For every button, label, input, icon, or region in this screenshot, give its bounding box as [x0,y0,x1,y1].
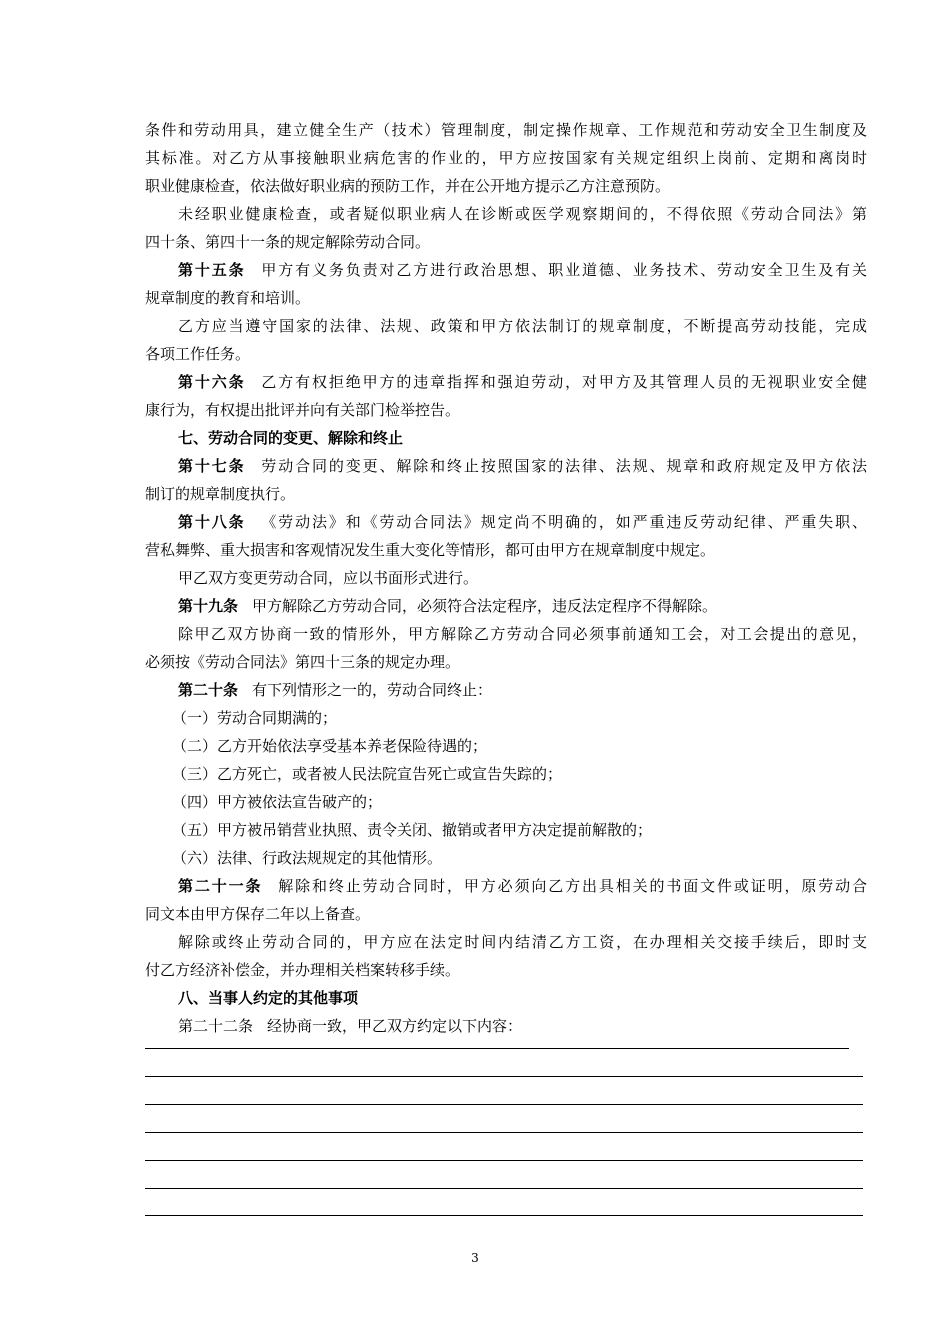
text-line: 营私舞弊、重大损害和客观情况发生重大变化等情形，都可由甲方在规章制度中规定。 [145,541,716,559]
article-21 [178,872,867,900]
text-line: 付乙方经济补偿金，并办理相关档案转移手续。 [145,961,461,979]
text-line: 必须按《劳动合同法》第四十三条的规定办理。 [145,653,461,671]
text-line: 职业健康检查，依法做好职业病的预防工作，并在公开地方提示乙方注意预防。 [145,177,671,195]
blank-line [145,1215,863,1216]
article-text: 甲方解除乙方劳动合同，必须符合法定程序，违反法定程序不得解除。 [252,597,718,615]
article-label: 第十八条 [178,513,246,531]
page-number: 3 [471,1251,479,1265]
article-label: 第二十二条 [178,1017,254,1035]
article-18 [178,508,867,536]
article-label: 第二十一条 [178,877,263,895]
text-line: 各项工作任务。 [145,345,251,363]
article-20 [178,676,867,704]
text-line: 条件和劳动用具，建立健全生产（技术）管理制度，制定操作规章、工作规范和劳动安全卫生制度及 [145,121,867,139]
text-line: 乙方应当遵守国家的法律、法规、政策和甲方依法制订的规章制度，不断提高劳动技能，完成 [178,317,867,335]
article-label: 第十七条 [178,457,246,475]
list-item: （三）乙方死亡，或者被人民法院宣告死亡或宣告失踪的； [172,765,563,783]
article-label: 第二十条 [178,681,239,699]
text-line: 除甲乙双方协商一致的情形外，甲方解除乙方劳动合同必须事前通知工会，对工会提出的意见， [178,625,867,643]
article-label: 第十九条 [178,597,239,615]
text-line: 规章制度的教育和培训。 [145,289,311,307]
section-heading-7: 七、劳动合同的变更、解除和终止 [178,429,404,447]
article-text: 解除和终止劳动合同时，甲方必须向乙方出具相关的书面文件或证明，原劳动合 [276,877,867,895]
blank-line [145,1132,863,1133]
article-text: 乙方有权拒绝甲方的违章指挥和强迫劳动，对甲方及其管理人员的无视职业安全健 [259,373,867,391]
blank-line [145,1160,863,1161]
text-line: 康行为，有权提出批评并向有关部门检举控告。 [145,401,461,419]
list-item: （五）甲方被吊销营业执照、责令关闭、撤销或者甲方决定提前解散的； [172,821,653,839]
article-text: 劳动合同的变更、解除和终止按照国家的法律、法规、规章和政府规定及甲方依法 [259,457,867,475]
list-item: （六）法律、行政法规规定的其他情形。 [172,849,443,867]
list-item: （二）乙方开始依法享受基本养老保险待遇的； [172,737,488,755]
article-text: 甲方有义务负责对乙方进行政治思想、职业道德、业务技术、劳动安全卫生及有关 [259,261,867,279]
article-label: 第十六条 [178,373,246,391]
blank-line [145,1188,863,1189]
article-text: 有下列情形之一的，劳动合同终止： [252,681,493,699]
text-line: 同文本由甲方保存二年以上备查。 [145,905,371,923]
article-16 [178,368,867,396]
blank-line [145,1076,863,1077]
article-text: 经协商一致，甲乙双方约定以下内容： [267,1017,523,1035]
text-line: 甲乙双方变更劳动合同，应以书面形式进行。 [178,569,479,587]
article-15 [178,256,867,284]
article-text: 《劳动法》和《劳动合同法》规定尚不明确的，如严重违反劳动纪律、严重失职、 [259,513,867,531]
list-item: （一）劳动合同期满的； [172,709,338,727]
text-line: 未经职业健康检查，或者疑似职业病人在诊断或医学观察期间的，不得依照《劳动合同法》第 [178,205,867,223]
article-label: 第十五条 [178,261,246,279]
text-line: 制订的规章制度执行。 [145,485,296,503]
text-line: 其标准。对乙方从事接触职业病危害的作业的，甲方应按国家有关规定组织上岗前、定期和离岗时 [145,149,867,167]
article-22 [178,1012,867,1040]
section-heading-8: 八、当事人约定的其他事项 [178,989,359,1007]
blank-line [145,1104,863,1105]
text-line: 四十条、第四十一条的规定解除劳动合同。 [145,233,431,251]
article-17 [178,452,867,480]
blank-line [145,1048,849,1049]
text-line: 解除或终止劳动合同的，甲方应在法定时间内结清乙方工资，在办理相关交接手续后，即时支 [178,933,867,951]
article-19 [178,592,867,620]
list-item: （四）甲方被依法宣告破产的； [172,793,383,811]
